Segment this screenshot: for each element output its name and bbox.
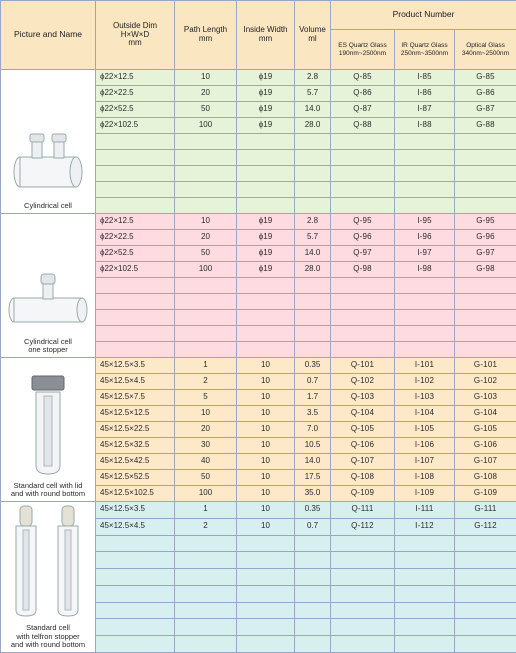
optical-number-cell [455, 569, 516, 586]
volume-cell: 5.7 [295, 86, 331, 102]
volume-cell: 14.0 [295, 102, 331, 118]
header-path-length-line1: Path Length [175, 26, 236, 35]
dim-cell: 45×12.5×22.5 [96, 422, 175, 438]
volume-cell: 14.0 [295, 454, 331, 470]
dim-cell [96, 636, 175, 653]
header-opt-line1: Optical Glass [455, 42, 516, 49]
ir-number-cell: I-102 [395, 374, 455, 390]
width-cell [237, 294, 295, 310]
header-ir-line2: 250nm~3500nm [395, 50, 454, 57]
header-inside-width-line1: Inside Width [237, 26, 294, 35]
optical-number-cell [455, 182, 516, 198]
dim-cell: ϕ22×12.5 [96, 214, 175, 230]
volume-cell: 7.0 [295, 422, 331, 438]
es-number-cell: Q-85 [331, 70, 395, 86]
volume-cell: 0.7 [295, 518, 331, 535]
width-cell: 10 [237, 486, 295, 502]
optical-number-cell [455, 585, 516, 602]
es-number-cell [331, 636, 395, 653]
path-cell [175, 166, 237, 182]
header-path-length-line2: mm [175, 35, 236, 44]
ir-number-cell [395, 535, 455, 552]
width-cell: ϕ19 [237, 70, 295, 86]
width-cell: ϕ19 [237, 262, 295, 278]
optical-number-cell: G-105 [455, 422, 516, 438]
width-cell: 10 [237, 422, 295, 438]
ir-number-cell [395, 619, 455, 636]
dim-cell: 45×12.5×102.5 [96, 486, 175, 502]
path-cell: 10 [175, 214, 237, 230]
dim-cell: 45×12.5×4.5 [96, 374, 175, 390]
volume-cell: 2.8 [295, 70, 331, 86]
es-number-cell: Q-106 [331, 438, 395, 454]
dim-cell: ϕ22×102.5 [96, 118, 175, 134]
optical-number-cell [455, 342, 516, 358]
path-cell [175, 134, 237, 150]
ir-number-cell [395, 636, 455, 653]
es-number-cell [331, 310, 395, 326]
path-cell [175, 552, 237, 569]
es-number-cell [331, 134, 395, 150]
section-name-line: Standard cell with lid [3, 482, 93, 491]
volume-cell [295, 569, 331, 586]
ir-number-cell [395, 569, 455, 586]
optical-number-cell: G-98 [455, 262, 516, 278]
path-cell [175, 342, 237, 358]
ir-number-cell: I-112 [395, 518, 455, 535]
path-cell [175, 569, 237, 586]
path-cell: 1 [175, 502, 237, 519]
width-cell: 10 [237, 470, 295, 486]
ir-number-cell: I-107 [395, 454, 455, 470]
volume-cell: 28.0 [295, 118, 331, 134]
ir-number-cell: I-96 [395, 230, 455, 246]
es-number-cell: Q-104 [331, 406, 395, 422]
es-number-cell: Q-95 [331, 214, 395, 230]
width-cell: ϕ19 [237, 102, 295, 118]
width-cell [237, 636, 295, 653]
dim-cell [96, 602, 175, 619]
path-cell: 40 [175, 454, 237, 470]
header-ir-quartz [395, 30, 455, 70]
path-cell [175, 310, 237, 326]
ir-number-cell [395, 134, 455, 150]
width-cell [237, 602, 295, 619]
es-number-cell [331, 150, 395, 166]
dim-cell: 45×12.5×7.5 [96, 390, 175, 406]
dim-cell [96, 166, 175, 182]
width-cell [237, 310, 295, 326]
ir-number-cell: I-86 [395, 86, 455, 102]
volume-cell: 3.5 [295, 406, 331, 422]
volume-cell [295, 278, 331, 294]
dim-cell: 45×12.5×3.5 [96, 502, 175, 519]
ir-number-cell: I-104 [395, 406, 455, 422]
volume-cell [295, 326, 331, 342]
volume-cell [295, 585, 331, 602]
es-number-cell [331, 535, 395, 552]
es-number-cell: Q-111 [331, 502, 395, 519]
dim-cell [96, 342, 175, 358]
optical-number-cell: G-96 [455, 230, 516, 246]
volume-cell: 35.0 [295, 486, 331, 502]
es-number-cell [331, 166, 395, 182]
volume-cell: 10.5 [295, 438, 331, 454]
path-cell [175, 636, 237, 653]
optical-number-cell: G-86 [455, 86, 516, 102]
es-number-cell: Q-108 [331, 470, 395, 486]
dim-cell: 45×12.5×4.5 [96, 518, 175, 535]
optical-number-cell [455, 294, 516, 310]
dim-cell: ϕ22×12.5 [96, 70, 175, 86]
volume-cell [295, 294, 331, 310]
dim-cell: ϕ22×22.5 [96, 86, 175, 102]
es-number-cell: Q-97 [331, 246, 395, 262]
optical-number-cell: G-88 [455, 118, 516, 134]
optical-number-cell [455, 310, 516, 326]
width-cell: ϕ19 [237, 118, 295, 134]
dim-cell [96, 150, 175, 166]
optical-number-cell: G-111 [455, 502, 516, 519]
width-cell: 10 [237, 454, 295, 470]
optical-number-cell: G-112 [455, 518, 516, 535]
volume-cell [295, 310, 331, 326]
optical-number-cell [455, 134, 516, 150]
volume-cell [295, 166, 331, 182]
table-row [1, 70, 516, 86]
header-volume-line2: ml [295, 35, 330, 44]
optical-number-cell: G-104 [455, 406, 516, 422]
optical-number-cell: G-107 [455, 454, 516, 470]
optical-number-cell: G-87 [455, 102, 516, 118]
optical-number-cell: G-101 [455, 358, 516, 374]
path-cell [175, 602, 237, 619]
optical-number-cell [455, 326, 516, 342]
header-outside-dim-line2: H×W×D [96, 31, 174, 40]
ir-number-cell [395, 150, 455, 166]
width-cell [237, 182, 295, 198]
dim-cell: ϕ22×52.5 [96, 102, 175, 118]
table-body [1, 70, 516, 653]
es-number-cell [331, 552, 395, 569]
path-cell: 5 [175, 390, 237, 406]
standard-cell-teflon-stopper-icon [4, 502, 92, 620]
dim-cell: ϕ22×22.5 [96, 230, 175, 246]
optical-number-cell [455, 535, 516, 552]
dim-cell: 45×12.5×52.5 [96, 470, 175, 486]
es-number-cell: Q-112 [331, 518, 395, 535]
width-cell: 10 [237, 438, 295, 454]
path-cell [175, 535, 237, 552]
header-outside-dim-line3: mm [96, 39, 174, 48]
volume-cell [295, 134, 331, 150]
path-cell: 10 [175, 406, 237, 422]
ir-number-cell [395, 552, 455, 569]
ir-number-cell [395, 310, 455, 326]
ir-number-cell: I-85 [395, 70, 455, 86]
volume-cell: 1.7 [295, 390, 331, 406]
path-cell [175, 294, 237, 310]
optical-number-cell [455, 619, 516, 636]
path-cell [175, 182, 237, 198]
volume-cell [295, 182, 331, 198]
dim-cell: 45×12.5×42.5 [96, 454, 175, 470]
width-cell: ϕ19 [237, 214, 295, 230]
ir-number-cell: I-111 [395, 502, 455, 519]
optical-number-cell: G-97 [455, 246, 516, 262]
optical-number-cell [455, 278, 516, 294]
es-number-cell: Q-86 [331, 86, 395, 102]
volume-cell: 0.35 [295, 358, 331, 374]
optical-number-cell [455, 636, 516, 653]
dim-cell: 45×12.5×32.5 [96, 438, 175, 454]
width-cell [237, 326, 295, 342]
header-outside-dim-line1: Outside Dim [96, 22, 174, 31]
header-es-line2: 190nm~2500nm [331, 50, 394, 57]
ir-number-cell: I-98 [395, 262, 455, 278]
section-name-line: and with round bottom [3, 490, 93, 499]
optical-number-cell: G-85 [455, 70, 516, 86]
width-cell: ϕ19 [237, 86, 295, 102]
width-cell: 10 [237, 502, 295, 519]
section-name-line: one stopper [3, 346, 93, 355]
es-number-cell [331, 602, 395, 619]
width-cell [237, 134, 295, 150]
es-number-cell: Q-105 [331, 422, 395, 438]
es-number-cell [331, 326, 395, 342]
ir-number-cell: I-109 [395, 486, 455, 502]
dim-cell: ϕ22×102.5 [96, 262, 175, 278]
es-number-cell: Q-96 [331, 230, 395, 246]
volume-cell [295, 552, 331, 569]
header-outside-dim [96, 1, 175, 70]
path-cell: 2 [175, 374, 237, 390]
dim-cell [96, 134, 175, 150]
path-cell [175, 326, 237, 342]
ir-number-cell: I-97 [395, 246, 455, 262]
header-ir-line1: IR Quartz Glass [395, 42, 454, 49]
width-cell [237, 198, 295, 214]
es-number-cell [331, 278, 395, 294]
header-inside-width-line2: mm [237, 35, 294, 44]
optical-number-cell [455, 602, 516, 619]
volume-cell [295, 535, 331, 552]
header-opt-line2: 340nm~2500nm [455, 50, 516, 57]
header-picture-name: Picture and Name [1, 1, 96, 70]
width-cell [237, 166, 295, 182]
dim-cell: 45×12.5×3.5 [96, 358, 175, 374]
ir-number-cell [395, 326, 455, 342]
header-es-quartz [331, 30, 395, 70]
path-cell [175, 150, 237, 166]
dim-cell: ϕ22×52.5 [96, 246, 175, 262]
optical-number-cell: G-102 [455, 374, 516, 390]
optical-number-cell [455, 150, 516, 166]
ir-number-cell [395, 198, 455, 214]
table-row [1, 358, 516, 374]
path-cell: 100 [175, 486, 237, 502]
width-cell: 10 [237, 390, 295, 406]
header-path-length [175, 1, 237, 70]
dim-cell [96, 552, 175, 569]
volume-cell: 14.0 [295, 246, 331, 262]
optical-number-cell: G-109 [455, 486, 516, 502]
ir-number-cell [395, 342, 455, 358]
ir-number-cell: I-87 [395, 102, 455, 118]
width-cell [237, 535, 295, 552]
width-cell [237, 552, 295, 569]
es-number-cell [331, 182, 395, 198]
path-cell: 50 [175, 102, 237, 118]
volume-cell [295, 150, 331, 166]
path-cell [175, 198, 237, 214]
path-cell: 1 [175, 358, 237, 374]
width-cell: ϕ19 [237, 230, 295, 246]
width-cell: 10 [237, 358, 295, 374]
section-picture-name [1, 358, 96, 502]
optical-number-cell: G-95 [455, 214, 516, 230]
dim-cell [96, 585, 175, 602]
volume-cell [295, 342, 331, 358]
section-picture-name [1, 70, 96, 214]
ir-number-cell: I-88 [395, 118, 455, 134]
dim-cell [96, 278, 175, 294]
ir-number-cell: I-105 [395, 422, 455, 438]
volume-cell [295, 198, 331, 214]
dim-cell [96, 535, 175, 552]
es-number-cell [331, 198, 395, 214]
path-cell: 50 [175, 246, 237, 262]
path-cell: 30 [175, 438, 237, 454]
dim-cell: 45×12.5×12.5 [96, 406, 175, 422]
path-cell: 100 [175, 262, 237, 278]
ir-number-cell: I-95 [395, 214, 455, 230]
es-number-cell: Q-98 [331, 262, 395, 278]
path-cell [175, 619, 237, 636]
optical-number-cell: G-106 [455, 438, 516, 454]
ir-number-cell [395, 602, 455, 619]
es-number-cell: Q-101 [331, 358, 395, 374]
width-cell: ϕ19 [237, 246, 295, 262]
width-cell [237, 619, 295, 636]
section-picture-name [1, 214, 96, 358]
es-number-cell [331, 294, 395, 310]
ir-number-cell: I-103 [395, 390, 455, 406]
table-row [1, 214, 516, 230]
dim-cell [96, 198, 175, 214]
path-cell: 2 [175, 518, 237, 535]
volume-cell [295, 619, 331, 636]
width-cell: 10 [237, 518, 295, 535]
optical-number-cell: G-108 [455, 470, 516, 486]
ir-number-cell: I-106 [395, 438, 455, 454]
optical-number-cell [455, 552, 516, 569]
optical-number-cell: G-103 [455, 390, 516, 406]
volume-cell: 5.7 [295, 230, 331, 246]
dim-cell [96, 310, 175, 326]
standard-cell-with-lid-icon [18, 370, 78, 478]
optical-number-cell [455, 166, 516, 182]
header-product-number: Product Number [331, 1, 516, 30]
ir-number-cell [395, 585, 455, 602]
section-picture-name [1, 502, 96, 653]
es-number-cell: Q-87 [331, 102, 395, 118]
volume-cell [295, 636, 331, 653]
path-cell: 10 [175, 70, 237, 86]
path-cell [175, 278, 237, 294]
es-number-cell [331, 342, 395, 358]
width-cell [237, 150, 295, 166]
dim-cell [96, 569, 175, 586]
es-number-cell [331, 569, 395, 586]
es-number-cell: Q-109 [331, 486, 395, 502]
es-number-cell: Q-88 [331, 118, 395, 134]
path-cell: 20 [175, 230, 237, 246]
path-cell: 100 [175, 118, 237, 134]
cylindrical-cell-icon [8, 126, 88, 198]
optical-number-cell [455, 198, 516, 214]
volume-cell: 0.7 [295, 374, 331, 390]
path-cell [175, 585, 237, 602]
width-cell [237, 569, 295, 586]
ir-number-cell [395, 294, 455, 310]
ir-number-cell [395, 182, 455, 198]
dim-cell [96, 182, 175, 198]
table-row [1, 502, 516, 519]
width-cell [237, 278, 295, 294]
dim-cell [96, 326, 175, 342]
es-number-cell [331, 585, 395, 602]
es-number-cell [331, 619, 395, 636]
ir-number-cell: I-101 [395, 358, 455, 374]
section-name-line: Cylindrical cell [3, 202, 93, 211]
ir-number-cell [395, 278, 455, 294]
volume-cell: 28.0 [295, 262, 331, 278]
dim-cell [96, 619, 175, 636]
volume-cell [295, 602, 331, 619]
header-es-line1: ES Quartz Glass [331, 42, 394, 49]
es-number-cell: Q-103 [331, 390, 395, 406]
path-cell: 20 [175, 422, 237, 438]
header-inside-width [237, 1, 295, 70]
width-cell [237, 585, 295, 602]
volume-cell: 0.35 [295, 502, 331, 519]
header-volume-line1: Volume [295, 26, 330, 35]
section-name-line: Cylindrical cell [3, 338, 93, 347]
section-name-line: with telfron stopper [3, 633, 93, 642]
section-name-line: and with round bottom [3, 641, 93, 650]
section-name-line: Standard cell [3, 624, 93, 633]
width-cell: 10 [237, 374, 295, 390]
path-cell: 20 [175, 86, 237, 102]
dim-cell [96, 294, 175, 310]
ir-number-cell: I-108 [395, 470, 455, 486]
cylindrical-cell-one-stopper-icon [5, 262, 91, 334]
header-optical-glass [455, 30, 516, 70]
volume-cell: 2.8 [295, 214, 331, 230]
path-cell: 50 [175, 470, 237, 486]
width-cell [237, 342, 295, 358]
header-volume [295, 1, 331, 70]
width-cell: 10 [237, 406, 295, 422]
ir-number-cell [395, 166, 455, 182]
volume-cell: 17.5 [295, 470, 331, 486]
es-number-cell: Q-107 [331, 454, 395, 470]
es-number-cell: Q-102 [331, 374, 395, 390]
